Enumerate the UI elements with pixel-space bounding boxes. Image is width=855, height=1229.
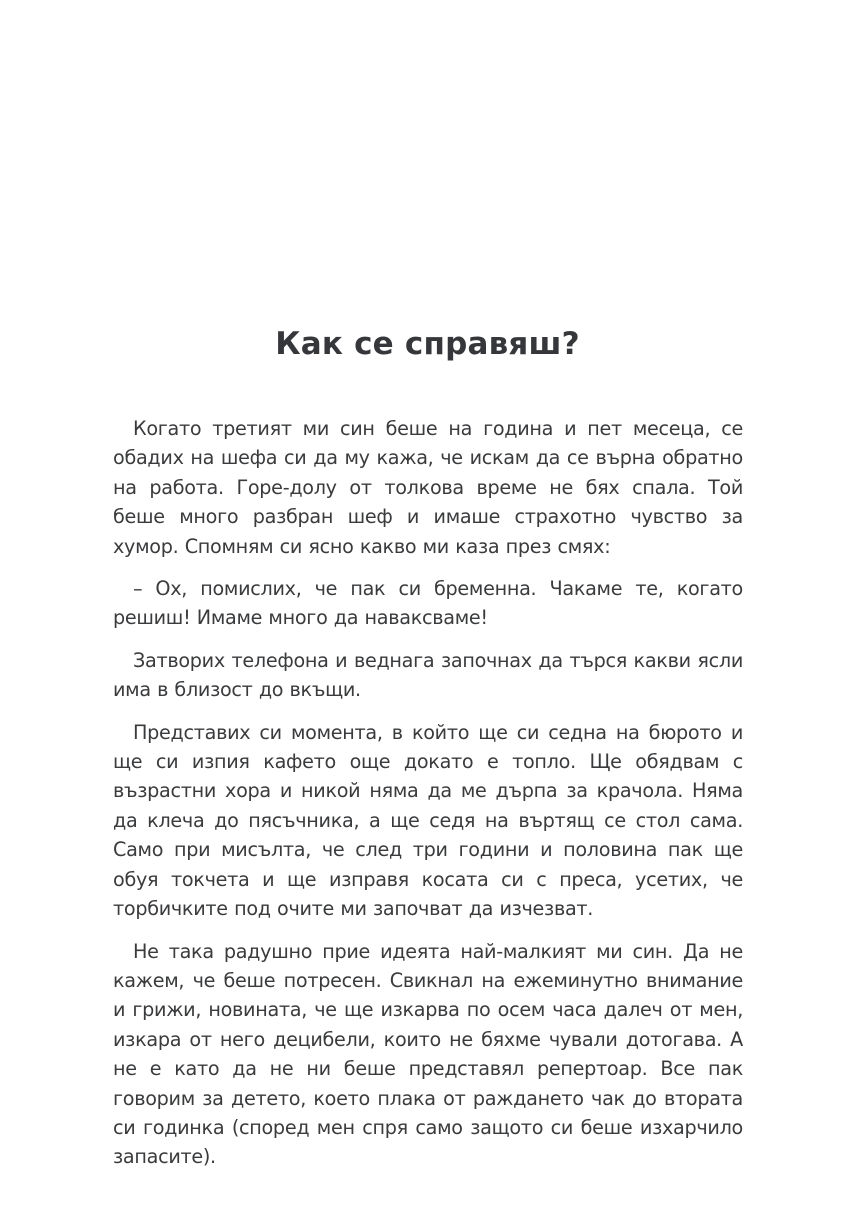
chapter-title: Как се справяш? — [275, 326, 580, 362]
paragraph-phone-call: Когато третият ми син беше на година и пет месеца, се обадих на шефа си да му кажа, че искам да се върна обратно на работа. Горе-долу от толкова време не бях спала. Той беше много разбран шеф и имаше страхотно чувство за хумор. Спомням си ясно какво ми каза през смях: — [113, 417, 743, 558]
paragraph-youngest-son: Не така радушно прие идеята най-малкият ми син. Да не кажем, че беше потресен. Свикнал на ежеминутно внимание и грижи, новината, че ще изкарва по осем часа далеч от мен, изкара от него децибели, които не бяхме чували дотогава. А не е като да не ни беше представял репертоар. Все пак говорим за детето, което плака от раждането чак до втората си годинка (според мен спря само защото си беше изхарчило запасите). — [113, 939, 743, 1169]
chapter-body — [113, 414, 743, 1185]
paragraph-imagining-work: Представих си момента, в който ще си седна на бюрото и ще си изпия кафето още докато е топло. Ще обядвам с възрастни хора и никой няма да ме дърпа за крачола. Няма да клеча до пясъчника, а ще седя на въртящ се стол сама. Само при мисълта, че след три години и половина пак ще обуя токчета и ще изправя косата си с преса, усетих, че торбичките под очите ми започват да изчезват. — [113, 720, 743, 921]
paragraph-boss-reply: – Ох, помислих, че пак си бременна. Чакаме те, когато решиш! Имаме много да наваксваме! — [113, 577, 743, 630]
paragraph-nursery-search: Затворих телефона и веднага започнах да търся какви ясли има в близост до вкъщи. — [113, 648, 743, 702]
